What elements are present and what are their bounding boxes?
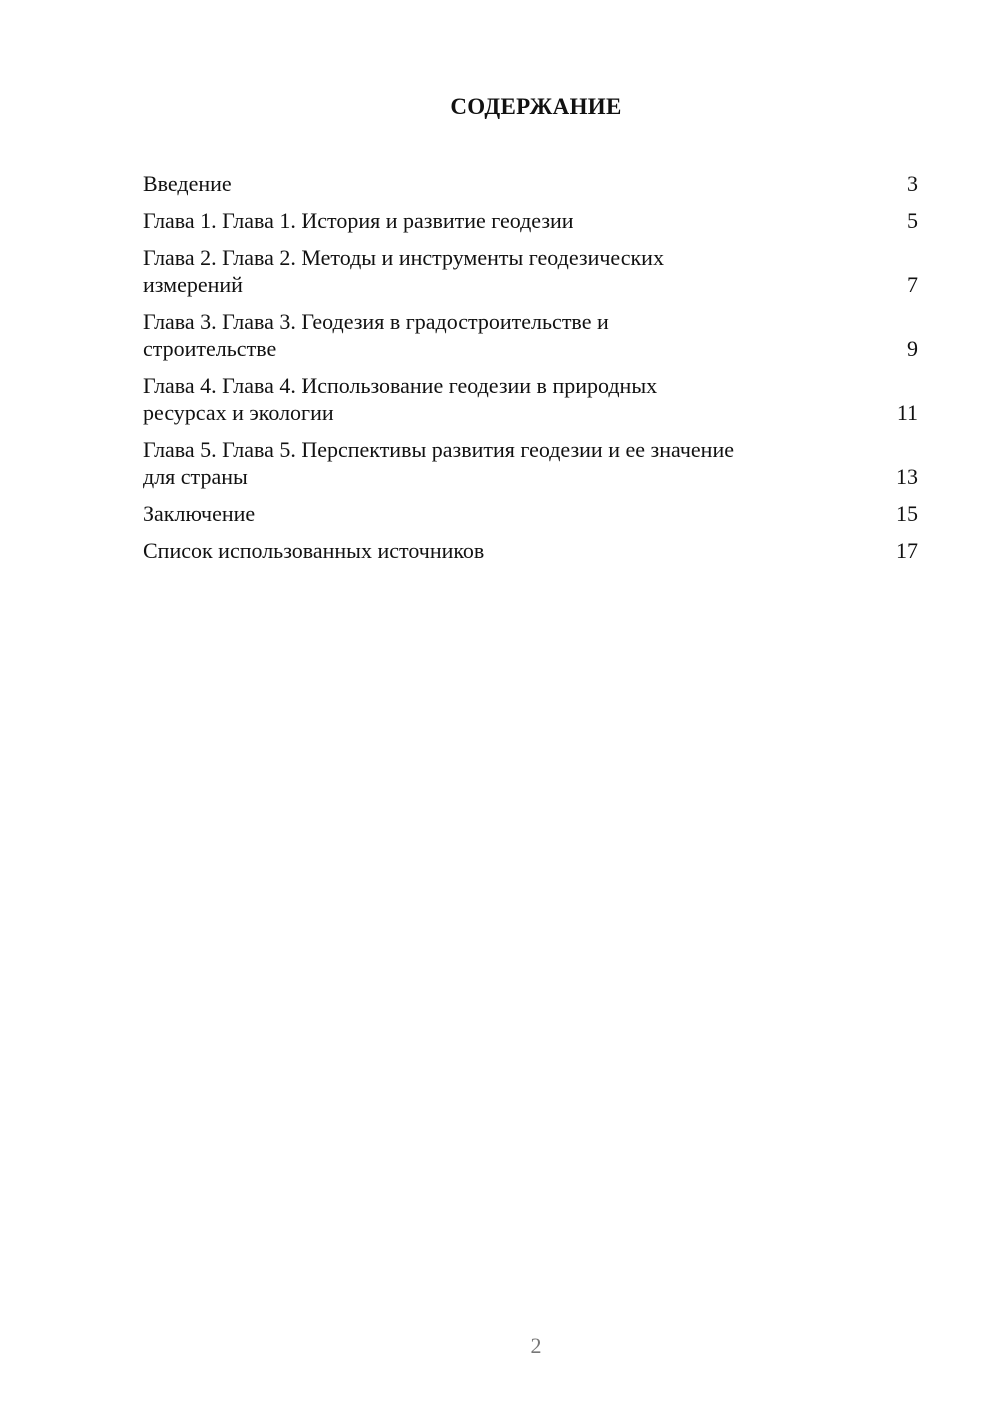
toc-entry-text: Список использованных источников [143,538,485,563]
toc-entry-introduction[interactable] [143,170,918,197]
toc-entry-text: Глава 4. Глава 4. Использование геодезии в природных ресурсах и экологии [143,373,658,425]
toc-entry-page-number: 13 [896,464,918,489]
toc-entry-conclusion[interactable] [143,500,918,527]
toc-entry-chapter-2[interactable] [143,244,918,298]
toc-entry-text: Глава 1. Глава 1. История и развитие геодезии [143,208,574,233]
toc-entry-page-number: 5 [907,208,918,233]
toc-entry-page-number: 7 [907,272,918,297]
toc-entry-chapter-5[interactable] [143,436,918,490]
toc-entry-chapter-1[interactable] [143,207,918,234]
toc-list [143,170,918,574]
toc-entry-page-number: 9 [907,336,918,361]
toc-entry-references[interactable] [143,537,918,564]
toc-entry-page-number: 15 [896,501,918,526]
toc-entry-page-number: 3 [907,171,918,196]
toc-entry-text: Заключение [143,501,256,526]
toc-entry-text: Глава 2. Глава 2. Методы и инструменты геодезических измерений [143,245,664,297]
toc-title: СОДЕРЖАНИЕ [450,94,622,119]
page-number: 2 [530,1333,542,1358]
toc-entry-text: Введение [143,171,232,196]
toc-entry-text: Глава 3. Глава 3. Геодезия в градостроительстве и строительстве [143,309,609,361]
toc-entry-chapter-4[interactable] [143,372,918,426]
toc-entry-page-number: 17 [896,538,918,563]
toc-entry-chapter-3[interactable] [143,308,918,362]
toc-entry-page-number: 11 [896,400,918,425]
toc-entry-text: Глава 5. Глава 5. Перспективы развития геодезии и ее значение для страны [143,437,734,489]
